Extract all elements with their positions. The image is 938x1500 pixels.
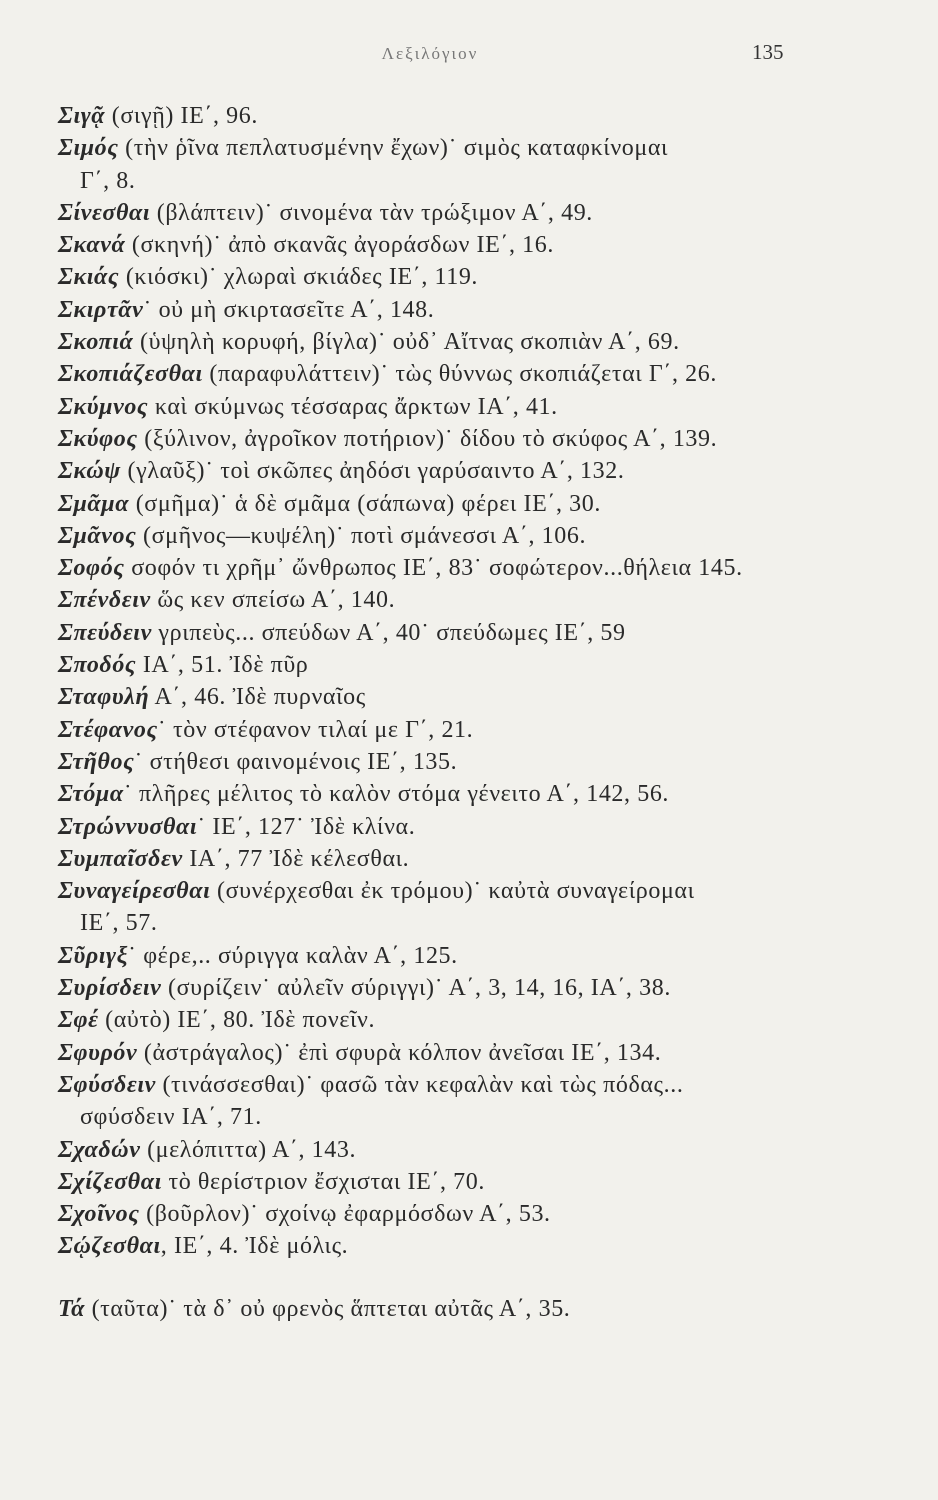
glossary-entry	[58, 326, 878, 358]
entry-headword: Σκανά	[58, 232, 126, 259]
entry-definition: (γλαῦξ)˙ τοὶ σκῶπες ἀηδόσι γαρύσαιντο Α΄, 132.	[120, 458, 625, 485]
glossary-entry	[58, 972, 878, 1004]
glossary-entry	[58, 843, 878, 875]
entry-definition: (συνέρχεσθαι ἐκ τρόμου)˙ καὐτὰ συναγείρομαι	[210, 878, 695, 905]
glossary-entry	[58, 488, 878, 520]
glossary-entry	[58, 1004, 878, 1036]
entry-definition: ˙ οὐ μὴ σκιρτασεῖτε Α΄, 148.	[143, 296, 435, 323]
glossary-entry	[58, 1069, 878, 1134]
entry-headword: Συμπαῖσδεν	[58, 845, 183, 872]
entry-definition: (σμῆνος—κυψέλη)˙ ποτὶ σμάνεσσι Α΄, 106.	[136, 522, 587, 549]
glossary-entry	[58, 358, 878, 390]
entry-definition: (μελόπιττα) Α΄, 143.	[140, 1136, 357, 1163]
entry-headword: Σκώψ	[58, 458, 121, 485]
entry-headword: Σφυρόν	[58, 1039, 138, 1066]
entry-definition: (ὑψηλὴ κορυφή, βίγλα)˙ οὐδ᾽ Αἴτνας σκοπιὰν Α΄, 69.	[133, 329, 680, 356]
entry-continuation: σφύσδειν ΙΑ΄, 71.	[80, 1104, 262, 1131]
entry-definition: (ταῦτα)˙ τὰ δ᾽ οὐ φρενὸς ἅπτεται αὐτᾶς Α΄, 35.	[84, 1295, 571, 1322]
entry-headword: Σπεύδειν	[58, 619, 152, 646]
glossary-entries	[58, 100, 878, 1325]
glossary-entry	[58, 1293, 878, 1325]
glossary-entry	[58, 423, 878, 455]
running-header: Λεξιλόγιον	[381, 44, 479, 63]
entry-headword: Σφύσδειν	[58, 1071, 156, 1098]
entry-definition: ΙΑ΄, 51. Ἰδὲ πῦρ	[136, 652, 309, 679]
entry-headword: Σιγᾷ	[58, 103, 106, 129]
entry-headword: Σταφυλή	[58, 684, 150, 711]
entry-definition: ΙΑ΄, 77 Ἰδὲ κέλεσθαι.	[182, 845, 410, 872]
glossary-entry	[58, 811, 878, 843]
entry-definition: , ΙΕ΄, 4. Ἰδὲ μόλις.	[160, 1233, 349, 1260]
glossary-entry	[58, 1198, 878, 1230]
entry-definition: (σιγῇ) ΙΕ΄, 96.	[105, 103, 258, 129]
entry-headword: Στέφανος	[58, 716, 158, 743]
entry-definition: καὶ σκύμνως τέσσαρας ἄρκτων ΙΑ΄, 41.	[148, 393, 558, 420]
entry-headword: Σκύμνος	[58, 393, 149, 420]
glossary-entry	[58, 1230, 878, 1262]
entry-headword: Στόμα	[58, 781, 124, 808]
entry-definition: ˙ τὸν στέφανον τιλαί με Γ΄, 21.	[157, 716, 474, 743]
entry-headword: Τά	[58, 1295, 85, 1322]
entry-definition: γριπεὺς... σπεύδων Α΄, 40˙ σπεύδωμες ΙΕ΄, 59	[151, 619, 626, 646]
glossary-entry	[58, 940, 878, 972]
glossary-entry	[58, 197, 878, 229]
entry-definition: (τὴν ῥῖνα πεπλατυσμένην ἔχων)˙ σιμὸς καταφκίνομαι	[118, 135, 669, 162]
entry-headword: Στρώννυσθαι	[58, 813, 198, 840]
entry-definition: (ἀστράγαλος)˙ ἐπὶ σφυρὰ κόλπον ἀνεῖσαι ΙΕ΄, 134.	[137, 1039, 662, 1066]
glossary-entry	[58, 100, 878, 132]
entry-headword: Σῴζεσθαι	[58, 1233, 161, 1260]
entry-definition: ˙ ΙΕ΄, 127˙ Ἰδὲ κλίνα.	[197, 813, 416, 840]
entry-headword: Συρίσδειν	[58, 975, 162, 1002]
entry-continuation: Γ΄, 8.	[80, 167, 136, 194]
entry-headword: Σμᾶνος	[58, 522, 137, 549]
entry-headword: Σκιάς	[58, 264, 120, 291]
entry-definition: τὸ θερίστριον ἔσχισται ΙΕ΄, 70.	[161, 1168, 485, 1195]
glossary-entry	[58, 649, 878, 681]
entry-headword: Συναγείρεσθαι	[58, 878, 211, 905]
glossary-entry	[58, 1134, 878, 1166]
glossary-entry	[58, 1037, 878, 1069]
entry-headword: Σοφός	[58, 555, 125, 582]
entry-definition: Α΄, 46. Ἰδὲ πυρναῖος	[149, 684, 366, 711]
entry-definition: (σκηνή)˙ ἀπὸ σκανᾶς ἀγοράσδων ΙΕ΄, 16.	[125, 232, 554, 259]
entry-definition: (κιόσκι)˙ χλωραὶ σκιάδες ΙΕ΄, 119.	[119, 264, 479, 291]
entry-headword: Σφέ	[58, 1007, 99, 1034]
glossary-entry	[58, 617, 878, 649]
entry-continuation: ΙΕ΄, 57.	[80, 910, 158, 937]
glossary-entry	[58, 261, 878, 293]
glossary-entry	[58, 552, 878, 584]
entry-definition: (αὐτὸ) ΙΕ΄, 80. Ἰδὲ πονεῖν.	[98, 1007, 376, 1034]
entry-headword: Σῦριγξ	[58, 942, 129, 969]
entry-headword: Σμᾶμα	[58, 490, 130, 517]
entry-headword: Σχίζεσθαι	[58, 1168, 162, 1195]
glossary-entry	[58, 584, 878, 616]
glossary-entry	[58, 714, 878, 746]
glossary-entry	[58, 455, 878, 487]
glossary-entry	[58, 132, 878, 197]
glossary-entry	[58, 229, 878, 261]
entry-definition: (παραφυλάττειν)˙ τὼς θύννως σκοπιάζεται Γ΄, 26.	[202, 361, 717, 388]
entry-definition: (συρίζειν˙ αὐλεῖν σύριγγι)˙ Α΄, 3, 14, 16, ΙΑ΄, 38.	[161, 975, 671, 1002]
glossary-entry	[58, 391, 878, 423]
glossary-entry	[58, 294, 878, 326]
entry-headword: Σποδός	[58, 652, 137, 679]
entry-definition: ὥς κεν σπείσω Α΄, 140.	[150, 587, 396, 614]
entry-definition: (σμῆμα)˙ ἁ δὲ σμᾶμα (σάπωνα) φέρει ΙΕ΄, 30.	[129, 490, 601, 517]
glossary-entry	[58, 875, 878, 940]
entry-headword: Σχαδών	[58, 1136, 141, 1163]
entry-definition: (βοῦρλον)˙ σχοίνῳ ἐφαρμόσδων Α΄, 53.	[139, 1201, 551, 1228]
entry-headword: Σκύφος	[58, 425, 138, 452]
entry-headword: Σιμός	[58, 135, 119, 162]
entry-headword: Σχοῖνος	[58, 1201, 140, 1228]
entry-definition: σοφόν τι χρῆμ᾽ ὤνθρωπος ΙΕ΄, 83˙ σοφώτερον...θήλεια 145.	[124, 555, 743, 582]
entry-headword: Σπένδειν	[58, 587, 151, 614]
entry-headword: Στῆθος	[58, 748, 135, 775]
glossary-entry	[58, 746, 878, 778]
entry-headword: Σκιρτᾶν	[58, 296, 144, 323]
glossary-entry	[58, 520, 878, 552]
entry-definition: ˙ στήθεσι φαινομένοις ΙΕ΄, 135.	[134, 748, 458, 775]
entry-definition: (ξύλινον, ἀγροῖκον ποτήριον)˙ δίδου τὸ σκύφος Α΄, 139.	[137, 425, 718, 452]
entry-definition: ˙ πλῆρες μέλιτος τὸ καλὸν στόμα γένειτο Α΄, 142, 56.	[123, 781, 670, 808]
entry-headword: Σκοπιά	[58, 329, 134, 356]
glossary-entry	[58, 1166, 878, 1198]
entry-definition: ˙ φέρε,.. σύριγγα καλὰν Α΄, 125.	[128, 942, 458, 969]
entry-definition: (τινάσσεσθαι)˙ φασῶ τὰν κεφαλὰν καὶ τὼς πόδας...	[155, 1071, 684, 1098]
glossary-entry	[58, 778, 878, 810]
glossary-entry	[58, 681, 878, 713]
page-number: 135	[752, 40, 784, 64]
entry-headword: Σκοπιάζεσθαι	[58, 361, 203, 388]
entry-definition: (βλάπτειν)˙ σινομένα τὰν τρώξιμον Α΄, 49.	[150, 199, 593, 226]
entry-headword: Σίνεσθαι	[58, 199, 151, 226]
